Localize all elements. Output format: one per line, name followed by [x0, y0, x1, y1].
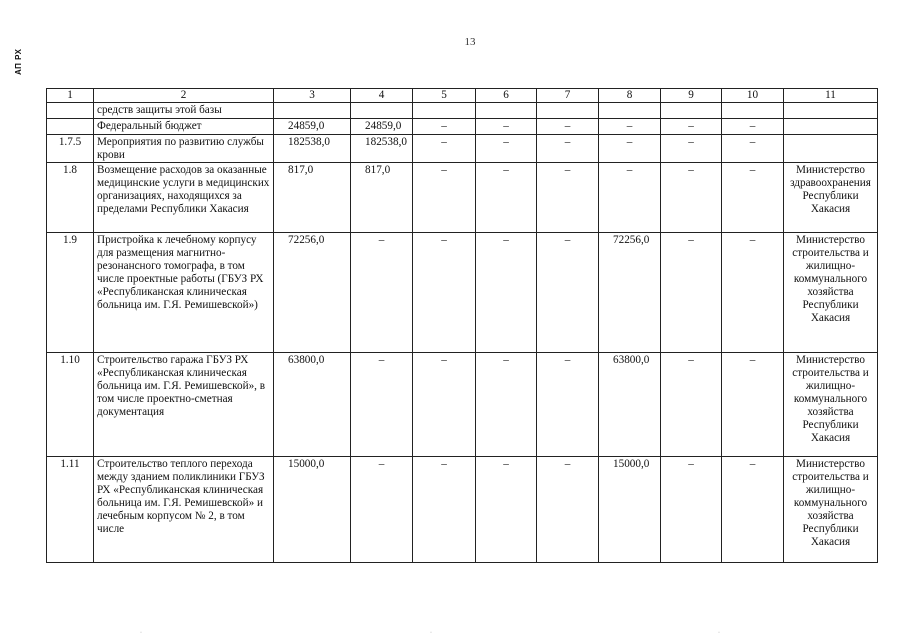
table-cell-col-2: Мероприятия по развитию службы крови [94, 135, 274, 163]
header-cell: 2 [94, 89, 274, 103]
table-cell-col-4: 817,0 [351, 163, 413, 233]
table-cell-col-3: 817,0 [274, 163, 351, 233]
table-cell-col-1 [47, 103, 94, 119]
table-cell-col-5 [413, 103, 476, 119]
side-stamp-label: АП РХ [14, 48, 23, 76]
table-cell-col-9 [661, 103, 722, 119]
table-cell-col-11: Министерство строительства и жилищно-коммунального хозяйства Республики Хакасия [784, 353, 878, 457]
table-cell-col-9: – [661, 135, 722, 163]
scan-mark: · [140, 630, 142, 636]
table-cell-col-2: Возмещение расходов за оказанные медицинские услуги в медицинских организациях, находящихся за пределами Республики Хакасия [94, 163, 274, 233]
table-cell-col-2: Пристройка к лечебному корпусу для размещения магнитно-резонансного томографа, в том числе проектные работы (ГБУЗ РХ «Республиканская клиническая больница им. Г.Я. Ремишевской») [94, 233, 274, 353]
scan-mark: · [430, 630, 432, 636]
table-row [47, 103, 878, 119]
table-cell-col-4: 24859,0 [351, 119, 413, 135]
header-cell: 5 [413, 89, 476, 103]
scan-mark: · [718, 630, 720, 636]
table-cell-col-6: – [476, 119, 537, 135]
table-cell-col-9: – [661, 233, 722, 353]
table-cell-col-5: – [413, 353, 476, 457]
table-cell-col-9: – [661, 119, 722, 135]
table-cell-col-4 [351, 103, 413, 119]
table-cell-col-3 [274, 103, 351, 119]
table-cell-col-3: 72256,0 [274, 233, 351, 353]
table-cell-col-11 [784, 103, 878, 119]
table-cell-col-10: – [722, 163, 784, 233]
table-row [47, 353, 878, 457]
table-cell-col-1: 1.7.5 [47, 135, 94, 163]
header-cell: 10 [722, 89, 784, 103]
table-cell-col-7: – [537, 163, 599, 233]
header-cell: 7 [537, 89, 599, 103]
table-cell-col-6: – [476, 457, 537, 563]
table-cell-col-8: – [599, 163, 661, 233]
table-cell-col-6: – [476, 353, 537, 457]
table-cell-col-1 [47, 119, 94, 135]
table-cell-col-6 [476, 103, 537, 119]
table-cell-col-3: 15000,0 [274, 457, 351, 563]
table-cell-col-1: 1.11 [47, 457, 94, 563]
table-body [47, 89, 878, 563]
table-cell-col-5: – [413, 163, 476, 233]
table-cell-col-1: 1.10 [47, 353, 94, 457]
table-cell-col-3: 182538,0 [274, 135, 351, 163]
table-cell-col-5: – [413, 119, 476, 135]
table-cell-col-8: – [599, 135, 661, 163]
table-cell-col-9: – [661, 457, 722, 563]
table-row [47, 163, 878, 233]
table-cell-col-11: Министерство строительства и жилищно-коммунального хозяйства Республики Хакасия [784, 457, 878, 563]
table-cell-col-10 [722, 103, 784, 119]
table-cell-col-7: – [537, 457, 599, 563]
table-cell-col-5: – [413, 233, 476, 353]
table-cell-col-3: 63800,0 [274, 353, 351, 457]
table-cell-col-1: 1.8 [47, 163, 94, 233]
table-cell-col-6: – [476, 163, 537, 233]
table-cell-col-7: – [537, 233, 599, 353]
table-cell-col-5: – [413, 135, 476, 163]
table-header-row [47, 89, 878, 103]
table-cell-col-6: – [476, 135, 537, 163]
table-cell-col-3: 24859,0 [274, 119, 351, 135]
table-cell-col-4: – [351, 233, 413, 353]
table-cell-col-8: – [599, 119, 661, 135]
header-cell: 1 [47, 89, 94, 103]
header-cell: 4 [351, 89, 413, 103]
table-cell-col-5: – [413, 457, 476, 563]
table-cell-col-2: Федеральный бюджет [94, 119, 274, 135]
table-cell-col-10: – [722, 233, 784, 353]
header-cell: 8 [599, 89, 661, 103]
table-cell-col-11 [784, 135, 878, 163]
table-cell-col-1: 1.9 [47, 233, 94, 353]
table-cell-col-8: 72256,0 [599, 233, 661, 353]
header-cell: 6 [476, 89, 537, 103]
table-cell-col-10: – [722, 353, 784, 457]
table-cell-col-6: – [476, 233, 537, 353]
table-cell-col-9: – [661, 353, 722, 457]
table-cell-col-2: Строительство гаража ГБУЗ РХ «Республиканская клиническая больница им. Г.Я. Ремишевской», в том числе проектно-сметная документация [94, 353, 274, 457]
header-cell: 3 [274, 89, 351, 103]
table-cell-col-7: – [537, 353, 599, 457]
table-cell-col-11: Министерство строительства и жилищно-коммунального хозяйства Республики Хакасия [784, 233, 878, 353]
page-number: 13 [464, 36, 476, 48]
table-cell-col-10: – [722, 457, 784, 563]
table-cell-col-7: – [537, 119, 599, 135]
table-row [47, 135, 878, 163]
table-row [47, 119, 878, 135]
table-cell-col-7: – [537, 135, 599, 163]
table-row [47, 233, 878, 353]
table-cell-col-4: – [351, 457, 413, 563]
budget-table [46, 88, 878, 563]
table-cell-col-9: – [661, 163, 722, 233]
header-cell: 9 [661, 89, 722, 103]
table-cell-col-2: средств защиты этой базы [94, 103, 274, 119]
table-cell-col-4: – [351, 353, 413, 457]
table-cell-col-10: – [722, 135, 784, 163]
table-cell-col-8: 15000,0 [599, 457, 661, 563]
table-cell-col-7 [537, 103, 599, 119]
table-cell-col-11: Министерство здравоохранения Республики Хакасия [784, 163, 878, 233]
table-cell-col-4: 182538,0 [351, 135, 413, 163]
table-cell-col-10: – [722, 119, 784, 135]
table-cell-col-8: 63800,0 [599, 353, 661, 457]
table-cell-col-2: Строительство теплого перехода между зданием поликлиники ГБУЗ РХ «Республиканская клиническая больница им. Г.Я. Ремишевской» и лечебным корпусом № 2, в том числе [94, 457, 274, 563]
header-cell: 11 [784, 89, 878, 103]
table-row [47, 457, 878, 563]
table-cell-col-11 [784, 119, 878, 135]
table-cell-col-8 [599, 103, 661, 119]
